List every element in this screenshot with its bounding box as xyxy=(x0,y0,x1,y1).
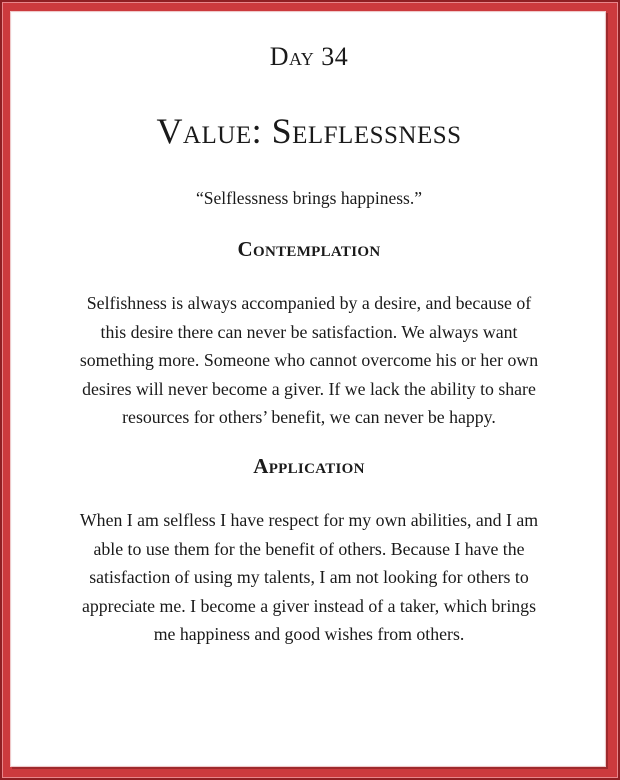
day-label: Day 34 xyxy=(269,42,349,71)
paragraph-line: appreciate me. I become a giver instead of a taker, which brings xyxy=(82,595,536,616)
paragraph-line: When I am selfless I have respect for my own abilities, and I am xyxy=(79,510,539,530)
application-heading: Application xyxy=(253,454,365,478)
contemplation-paragraph xyxy=(11,289,607,432)
paragraph-line: something more. Someone who cannot overcome his or her own xyxy=(79,350,539,371)
quote: “Selflessness brings happiness.” xyxy=(195,188,422,208)
paragraph-line: satisfaction of using my talents, I am not looking for others to xyxy=(89,567,529,588)
value-title: Value: Selflessness xyxy=(156,111,462,151)
paragraph-line: resources for others’ benefit, we can never be happy. xyxy=(122,407,496,428)
paragraph-line: able to use them for the benefit of others. Because I have the xyxy=(93,538,525,559)
paragraph-line: this desire there can never be satisfaction. We always want xyxy=(100,321,518,342)
paragraph-line: desires will never become a giver. If we lack the ability to share xyxy=(82,378,536,399)
paragraph-line: me happiness and good wishes from others. xyxy=(153,624,465,645)
page xyxy=(10,11,606,767)
application-paragraph xyxy=(11,506,607,649)
contemplation-heading: Contemplation xyxy=(237,237,381,261)
paragraph-line: Selfishness is always accompanied by a desire, and because of xyxy=(86,293,532,313)
